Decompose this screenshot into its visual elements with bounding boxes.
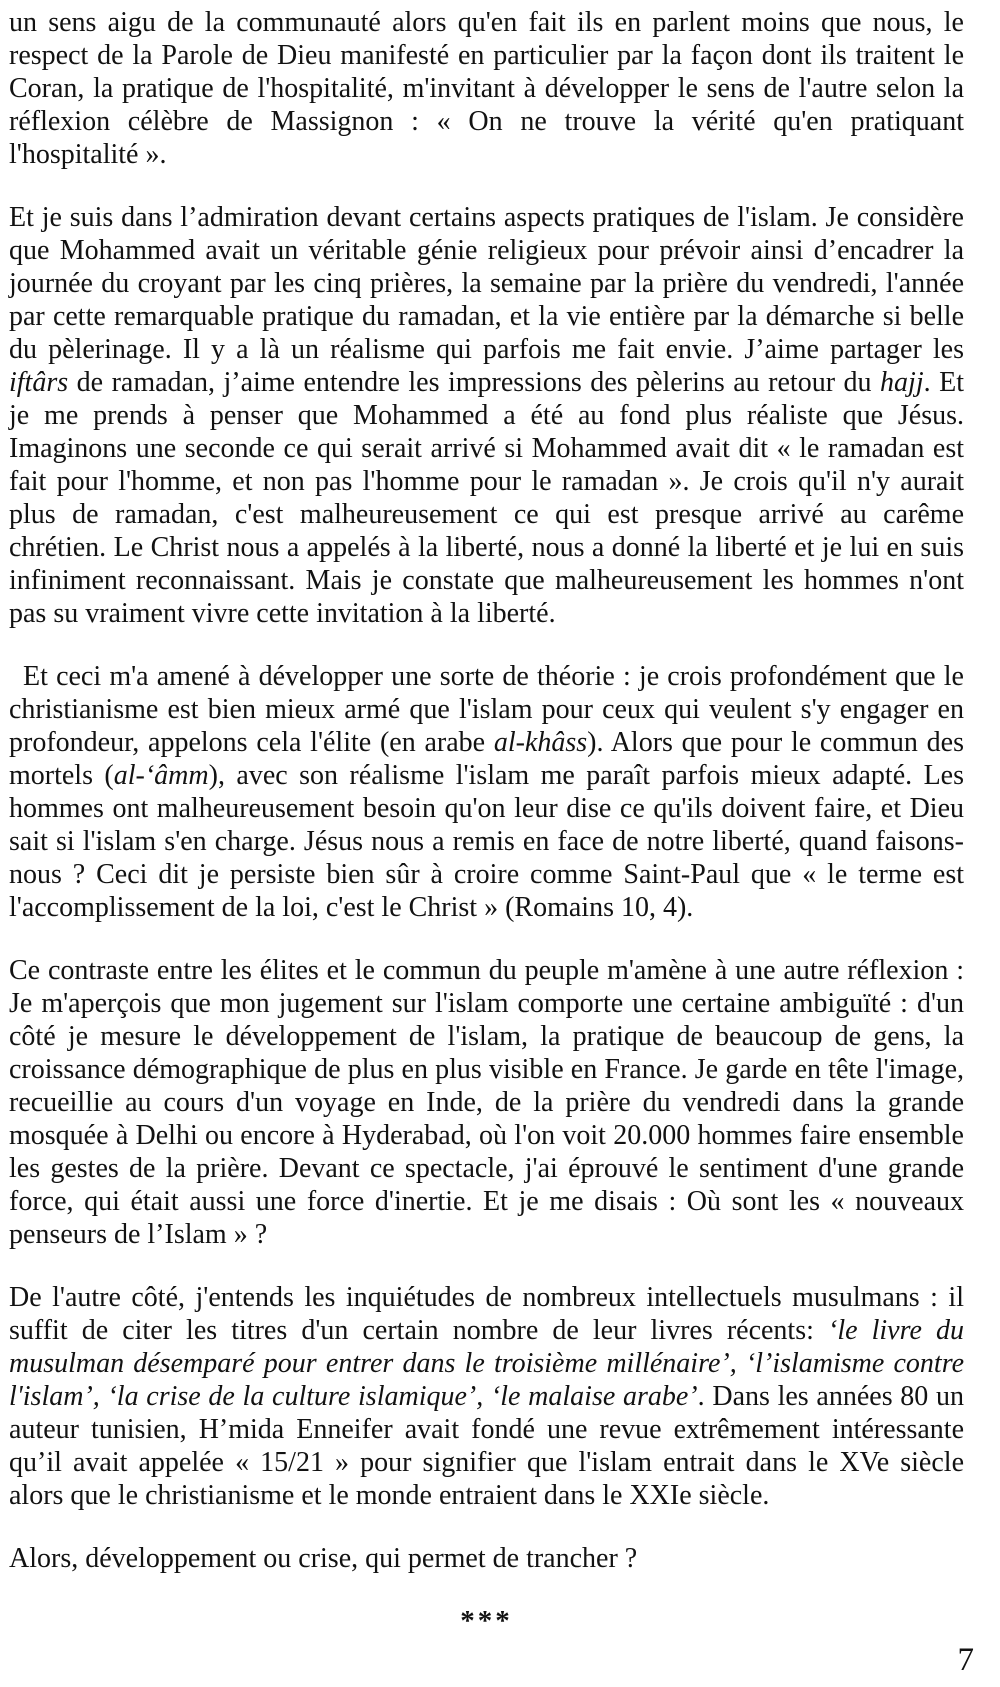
text-segment: Et je suis dans l’admiration devant certains aspects pratiques de l'islam. Je considère que Mohammed avait un véritable génie religieux pour prévoir ainsi d’encadrer la journée du croyant par les cinq prières, la semaine par la prière du vendredi, l'année par cette remarquable pratique du ramadan, et la vie entière par la démarche si belle du pèlerinage. Il y a là un réalisme qui parfois me fait envie. J’aime partager les: [9, 202, 964, 365]
paragraph-p3: [9, 660, 964, 924]
text-segment: Alors, développement ou crise, qui permet de trancher ?: [9, 1543, 638, 1574]
italic-term: al-‘âmm: [113, 760, 209, 791]
italic-term: al-khâss: [493, 727, 588, 758]
text-segment: Ce contraste entre les élites et le commun du peuple m'amène à une autre réflexion : Je m'aperçois que mon jugement sur l'islam comporte une certaine ambiguïté : d'un côté je mesure le développement de l'islam, la pratique de beaucoup de gens, la croissance démographique de plus en plus visible en France. Je garde en tête l'image, recueillie au cours d'un voyage en Inde, de la prière du vendredi dans la grande mosquée à Delhi ou encore à Hyderabad, où l'on voit 20.000 hommes faire ensemble les gestes de la prière. Devant ce spectacle, j'ai éprouvé le sentiment d'une grande force, qui était aussi une force d'inertie. Et je me disais : Où sont les « nouveaux penseurs de l’Islam » ?: [9, 955, 964, 1250]
paragraph-p1: [9, 6, 964, 171]
paragraph-p5: [9, 1281, 964, 1512]
italic-term: ‘le livre du musulman désemparé pour entrer dans le troisième millénaire’, ‘l’islamisme contre l'islam’, ‘la crise de la culture islamique’, ‘le malaise arabe’: [9, 1315, 964, 1412]
italic-term: iftârs: [9, 367, 69, 398]
italic-term: hajj: [880, 367, 924, 398]
text-segment: De l'autre côté, j'entends les inquiétudes de nombreux intellectuels musulmans : il suffit de citer les titres d'un certain nombre de leur livres récents:: [9, 1282, 964, 1346]
page-number: 7: [957, 1642, 974, 1678]
text-segment: de ramadan, j’aime entendre les impressions des pèlerins au retour du: [68, 367, 881, 398]
paragraph-p6: [9, 1542, 964, 1575]
document-body: [9, 6, 964, 1575]
paragraph-p2: [9, 201, 964, 630]
text-segment: Et ceci m'a amené à développer une sorte de théorie : je crois profondément que le christianisme est bien mieux armé que l'islam pour ceux qui veulent s'y engager en profondeur, appelons cela l'élite (en arabe: [9, 661, 964, 758]
text-segment: un sens aigu de la communauté alors qu'en fait ils en parlent moins que nous, le respect de la Parole de Dieu manifesté en particulier par la façon dont ils traitent le Coran, la pratique de l'hospitalité, m'invitant à développer le sens de l'autre selon la réflexion célèbre de Massignon : « On ne trouve la vérité qu'en pratiquant l'hospitalité ».: [9, 7, 964, 170]
section-separator: ***: [460, 1605, 513, 1637]
paragraph-p4: [9, 954, 964, 1251]
text-segment: . Dans les années 80 un auteur tunisien, H’mida Enneifer avait fondé une revue extrêmement intéressante qu’il avait appelée « 15/21 » pour signifier que l'islam entrait dans le XVe siècle alors que le christianisme et le monde entraient dans le XXIe siècle.: [9, 1381, 965, 1511]
text-segment: ), avec son réalisme l'islam me paraît parfois mieux adapté. Les hommes ont malheureusement besoin qu'on leur dise ce qu'ils doivent faire, et Dieu sait si l'islam s'en charge. Jésus nous a remis en face de notre liberté, quand faisons-nous ? Ceci dit je persiste bien sûr à croire comme Saint-Paul que « le terme est l'accomplissement de la loi, c'est le Christ » (Romains 10, 4).: [9, 760, 964, 923]
text-segment: . Et je me prends à penser que Mohammed a été au fond plus réaliste que Jésus. Imaginons une seconde ce qui serait arrivé si Mohammed avait dit « le ramadan est fait pour l'homme, et non pas l'homme pour le ramadan ». Je crois qu'il n'y aurait plus de ramadan, c'est malheureusement ce qui est presque arrivé au carême chrétien. Le Christ nous a appelés à la liberté, nous a donné la liberté et je lui en suis infiniment reconnaissant. Mais je constate que malheureusement les hommes n'ont pas su vraiment vivre cette invitation à la liberté.: [9, 367, 964, 629]
text-segment: ). Alors que pour le commun des mortels (: [9, 727, 964, 791]
